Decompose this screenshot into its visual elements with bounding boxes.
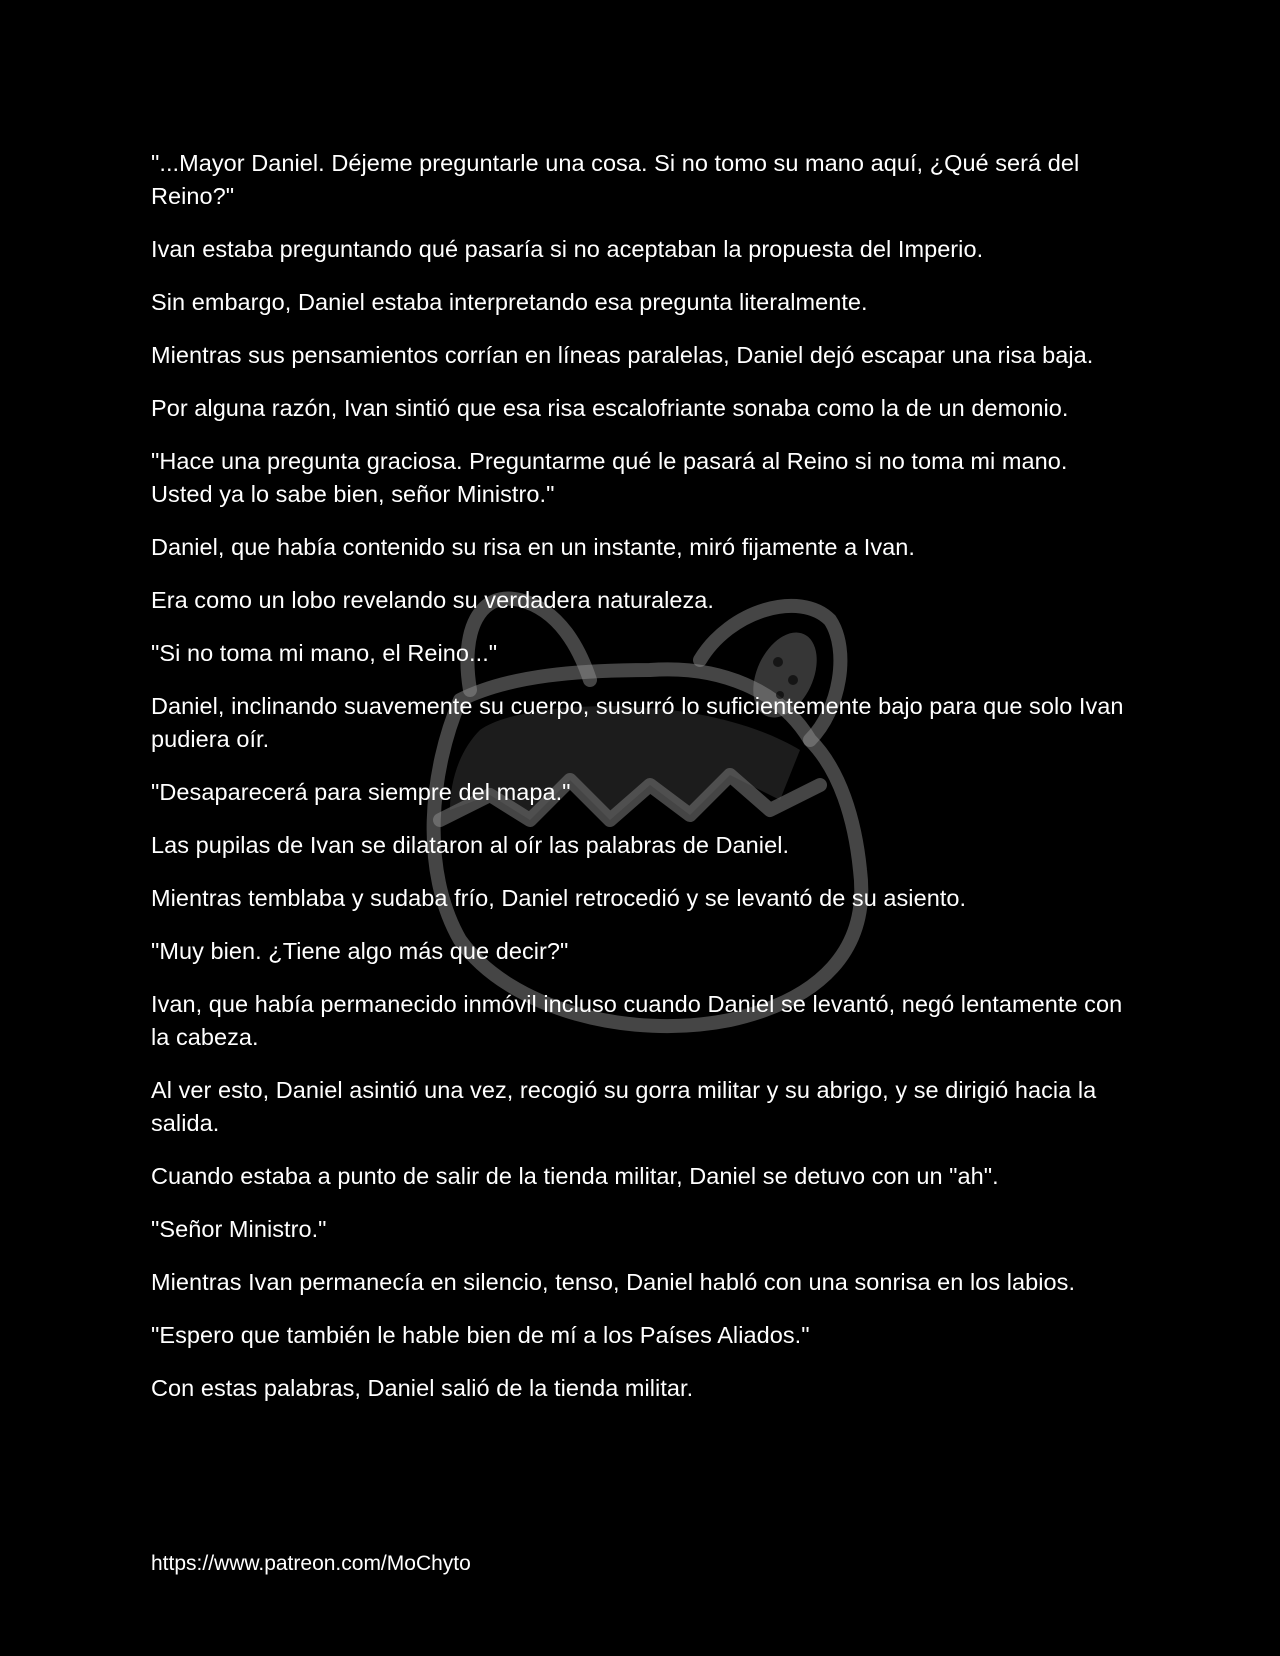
paragraph: Al ver esto, Daniel asintió una vez, recogió su gorra militar y su abrigo, y se dirigió hacia la salida. — [151, 1077, 1097, 1136]
paragraph: Mientras temblaba y sudaba frío, Daniel retrocedió y se levantó de su asiento. — [151, 885, 967, 911]
chapter-text — [151, 147, 1131, 1425]
paragraph: "Muy bien. ¿Tiene algo más que decir?" — [151, 938, 569, 964]
paragraph: Mientras sus pensamientos corrían en líneas paralelas, Daniel dejó escapar una risa baja. — [151, 342, 1094, 368]
paragraph: "Hace una pregunta graciosa. Preguntarme qué le pasará al Reino si no toma mi mano. Usted ya lo sabe bien, señor Ministro." — [151, 448, 1068, 507]
paragraph: Por alguna razón, Ivan sintió que esa risa escalofriante sonaba como la de un demonio. — [151, 395, 1069, 421]
paragraph: Sin embargo, Daniel estaba interpretando esa pregunta literalmente. — [151, 289, 868, 315]
paragraph: Daniel, que había contenido su risa en un instante, miró fijamente a Ivan. — [151, 534, 915, 560]
paragraph: "Desaparecerá para siempre del mapa." — [151, 779, 571, 805]
paragraph: Ivan estaba preguntando qué pasaría si no aceptaban la propuesta del Imperio. — [151, 236, 984, 262]
paragraph: Daniel, inclinando suavemente su cuerpo, susurró lo suficientemente bajo para que solo Ivan pudiera oír. — [151, 693, 1124, 752]
paragraph: Era como un lobo revelando su verdadera naturaleza. — [151, 587, 714, 613]
paragraph: Ivan, que había permanecido inmóvil incluso cuando Daniel se levantó, negó lentamente con la cabeza. — [151, 991, 1123, 1050]
paragraph: "Espero que también le hable bien de mí a los Países Aliados." — [151, 1322, 810, 1348]
paragraph: "...Mayor Daniel. Déjeme preguntarle una cosa. Si no tomo su mano aquí, ¿Qué será del Reino?" — [151, 150, 1080, 209]
paragraph: "Señor Ministro." — [151, 1216, 327, 1242]
patreon-link[interactable]: https://www.patreon.com/MoChyto — [151, 1552, 471, 1575]
paragraph: Con estas palabras, Daniel salió de la tienda militar. — [151, 1375, 694, 1401]
paragraph: Cuando estaba a punto de salir de la tienda militar, Daniel se detuvo con un "ah". — [151, 1163, 999, 1189]
paragraph: Las pupilas de Ivan se dilataron al oír las palabras de Daniel. — [151, 832, 790, 858]
paragraph: Mientras Ivan permanecía en silencio, tenso, Daniel habló con una sonrisa en los labios. — [151, 1269, 1076, 1295]
paragraph: "Si no toma mi mano, el Reino..." — [151, 640, 498, 666]
